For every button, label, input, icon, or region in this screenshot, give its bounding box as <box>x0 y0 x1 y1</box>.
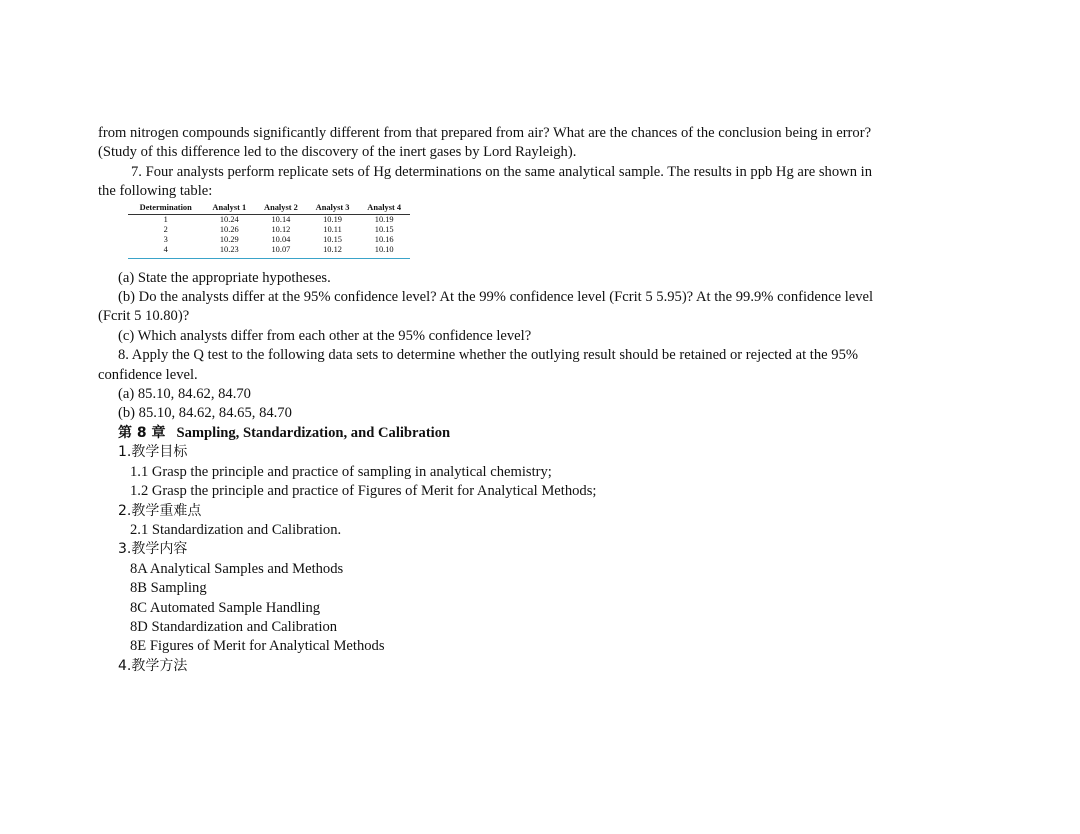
table-cell: 10.19 <box>323 214 342 224</box>
outline-item: 1.2 Grasp the principle and practice of Figures of Merit for Analytical Methods; <box>130 483 597 500</box>
outline-item: 8E Figures of Merit for Analytical Methods <box>130 638 385 655</box>
table-cell: 10.23 <box>203 245 255 259</box>
table-cell: 3 <box>163 234 168 244</box>
outline-item: 8D Standardization and Calibration <box>130 618 338 635</box>
section-heading: 1.教学目标 <box>118 444 188 461</box>
question-8-continued: confidence level. <box>98 366 198 383</box>
table-cell: 10.11 <box>323 224 342 234</box>
section-heading: 3.教学内容 <box>118 541 188 558</box>
table-cell: 10.26 <box>219 224 239 234</box>
table-row <box>128 245 410 259</box>
document-page <box>98 124 978 676</box>
column-header: Analyst 1 <box>203 203 255 215</box>
text-line: (Study of this difference led to the discovery of the inert gases by Lord Rayleigh). <box>98 144 577 161</box>
question-7a: (a) State the appropriate hypotheses. <box>118 269 331 286</box>
table-cell: 10.12 <box>307 245 359 259</box>
section-heading: 4.教学方法 <box>118 657 188 674</box>
table-cell: 10.14 <box>271 214 291 224</box>
table-cell: 1 <box>163 214 168 224</box>
table-cell: 4 <box>128 245 203 259</box>
column-header: Analyst 4 <box>358 203 410 215</box>
column-header: Analyst 3 <box>307 203 359 215</box>
question-7b-continued: (Fcrit 5 10.80)? <box>98 308 190 325</box>
question-7: 7. Four analysts perform replicate sets of Hg determinations on the same analytical sample. The results in ppb Hg are shown in <box>131 163 872 180</box>
table-cell: 10.10 <box>358 245 410 259</box>
chapter-heading <box>98 424 978 443</box>
question-8b: (b) 85.10, 84.62, 84.65, 84.70 <box>118 405 292 422</box>
outline-item: 8C Automated Sample Handling <box>130 599 321 616</box>
question-7b: (b) Do the analysts differ at the 95% confidence level? At the 99% confidence level (Fcrit 5 5.95)? At the 99.9% confidence level <box>118 289 874 306</box>
outline-item: 8A Analytical Samples and Methods <box>130 560 344 577</box>
column-header: Analyst 2 <box>255 203 307 215</box>
table-cell: 10.29 <box>219 234 239 244</box>
section-heading: 2.教学重难点 <box>118 502 202 519</box>
chapter-number: 第 8 章 <box>118 424 166 441</box>
table-cell: 10.24 <box>219 214 239 224</box>
table-cell: 2 <box>163 224 168 234</box>
table-cell: 10.16 <box>374 234 394 244</box>
table-header-row <box>128 203 410 215</box>
table-cell: 10.07 <box>255 245 307 259</box>
table-cell: 10.19 <box>374 214 394 224</box>
table-cell: 10.15 <box>374 224 394 234</box>
chapter-title: Sampling, Standardization, and Calibration <box>176 424 451 441</box>
question-7c: (c) Which analysts differ from each other at the 95% confidence level? <box>118 327 532 344</box>
column-header: Determination <box>128 203 203 215</box>
text-line: from nitrogen compounds significantly different from that prepared from air? What are the chances of the conclusion being in error? <box>98 125 872 141</box>
table-row <box>128 214 410 225</box>
outline-item: 8B Sampling <box>130 580 207 597</box>
table-row <box>128 225 410 235</box>
question-8a: (a) 85.10, 84.62, 84.70 <box>118 386 251 403</box>
table-cell: 10.04 <box>271 234 291 244</box>
table-row <box>128 235 410 245</box>
hg-determinations-table <box>128 203 410 259</box>
outline-item: 2.1 Standardization and Calibration. <box>130 521 342 538</box>
text-line: the following table: <box>98 183 213 200</box>
outline-item: 1.1 Grasp the principle and practice of sampling in analytical chemistry; <box>130 463 552 480</box>
table-cell: 10.15 <box>323 234 342 244</box>
question-8: 8. Apply the Q test to the following data sets to determine whether the outlying result should be retained or rejected at the 95% <box>118 347 859 364</box>
table-cell: 10.12 <box>271 224 291 234</box>
